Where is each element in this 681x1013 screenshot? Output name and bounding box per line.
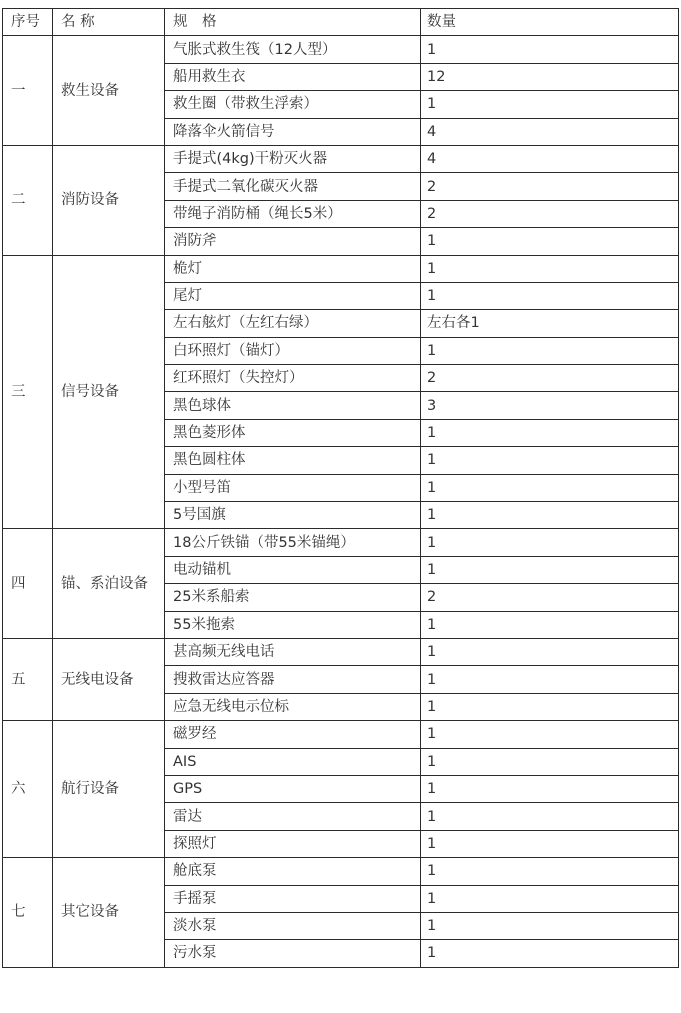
spec-cell: 带绳子消防桶（绳长5米） [165,200,421,227]
spec-cell: 白环照灯（锚灯） [165,337,421,364]
quantity-cell: 1 [421,529,679,556]
spec-cell: 气胀式救生筏（12人型） [165,36,421,63]
quantity-cell: 1 [421,858,679,885]
group-name-cell: 救生设备 [53,36,165,146]
quantity-cell: 2 [421,365,679,392]
table-row [3,858,679,885]
group-number-cell: 二 [3,145,53,255]
group-number-cell: 三 [3,255,53,529]
header-row [3,9,679,36]
spec-cell: 5号国旗 [165,502,421,529]
quantity-cell: 1 [421,556,679,583]
spec-cell: 18公斤铁锚（带55米锚绳） [165,529,421,556]
quantity-cell: 1 [421,830,679,857]
quantity-cell: 1 [421,255,679,282]
spec-cell: 黑色圆柱体 [165,447,421,474]
quantity-cell: 1 [421,419,679,446]
spec-cell: 消防斧 [165,228,421,255]
equipment-table [2,8,679,968]
spec-cell: 55米拖索 [165,611,421,638]
quantity-cell: 1 [421,337,679,364]
spec-cell: 舱底泵 [165,858,421,885]
header-cell-spec: 规 格 [165,9,421,36]
quantity-cell: 2 [421,200,679,227]
quantity-cell: 1 [421,666,679,693]
spec-cell: 尾灯 [165,282,421,309]
table-body [3,9,679,968]
group-name-cell: 锚、系泊设备 [53,529,165,639]
quantity-cell: 1 [421,474,679,501]
quantity-cell: 1 [421,693,679,720]
spec-cell: 黑色菱形体 [165,419,421,446]
quantity-cell: 12 [421,63,679,90]
quantity-cell: 4 [421,145,679,172]
table-row [3,529,679,556]
table-row [3,255,679,282]
quantity-cell: 1 [421,803,679,830]
spec-cell: 红环照灯（失控灯） [165,365,421,392]
quantity-cell: 2 [421,173,679,200]
quantity-cell: 1 [421,940,679,967]
spec-cell: 左右舷灯（左红右绿） [165,310,421,337]
header-cell-qty: 数量 [421,9,679,36]
quantity-cell: 1 [421,36,679,63]
table-row [3,145,679,172]
spec-cell: 船用救生衣 [165,63,421,90]
spec-cell: 手提式二氧化碳灭火器 [165,173,421,200]
group-name-cell: 其它设备 [53,858,165,968]
spec-cell: 搜救雷达应答器 [165,666,421,693]
spec-cell: 电动锚机 [165,556,421,583]
quantity-cell: 1 [421,912,679,939]
table-row [3,721,679,748]
spec-cell: 探照灯 [165,830,421,857]
table-row [3,638,679,665]
spec-cell: 淡水泵 [165,912,421,939]
spec-cell: 25米系船索 [165,584,421,611]
spec-cell: 污水泵 [165,940,421,967]
spec-cell: 磁罗经 [165,721,421,748]
quantity-cell: 1 [421,282,679,309]
quantity-cell: 1 [421,611,679,638]
quantity-cell: 1 [421,775,679,802]
spec-cell: 桅灯 [165,255,421,282]
quantity-cell: 1 [421,91,679,118]
quantity-cell: 1 [421,447,679,474]
spec-cell: GPS [165,775,421,802]
quantity-cell: 左右各1 [421,310,679,337]
quantity-cell: 1 [421,748,679,775]
spec-cell: 应急无线电示位标 [165,693,421,720]
quantity-cell: 1 [421,228,679,255]
quantity-cell: 1 [421,502,679,529]
spec-cell: 救生圈（带救生浮索） [165,91,421,118]
quantity-cell: 1 [421,885,679,912]
header-cell-number: 序号 [3,9,53,36]
group-name-cell: 航行设备 [53,721,165,858]
table-row [3,36,679,63]
group-name-cell: 消防设备 [53,145,165,255]
spec-cell: 甚高频无线电话 [165,638,421,665]
header-cell-name: 名 称 [53,9,165,36]
spec-cell: 雷达 [165,803,421,830]
spec-cell: 手提式(4kg)干粉灭火器 [165,145,421,172]
spec-cell: 小型号笛 [165,474,421,501]
quantity-cell: 3 [421,392,679,419]
quantity-cell: 4 [421,118,679,145]
quantity-cell: 1 [421,721,679,748]
group-number-cell: 四 [3,529,53,639]
quantity-cell: 1 [421,638,679,665]
group-name-cell: 信号设备 [53,255,165,529]
spec-cell: AIS [165,748,421,775]
group-number-cell: 一 [3,36,53,146]
spec-cell: 降落伞火箭信号 [165,118,421,145]
spec-cell: 黑色球体 [165,392,421,419]
spec-cell: 手摇泵 [165,885,421,912]
group-number-cell: 六 [3,721,53,858]
group-number-cell: 七 [3,858,53,968]
group-name-cell: 无线电设备 [53,638,165,720]
group-number-cell: 五 [3,638,53,720]
quantity-cell: 2 [421,584,679,611]
